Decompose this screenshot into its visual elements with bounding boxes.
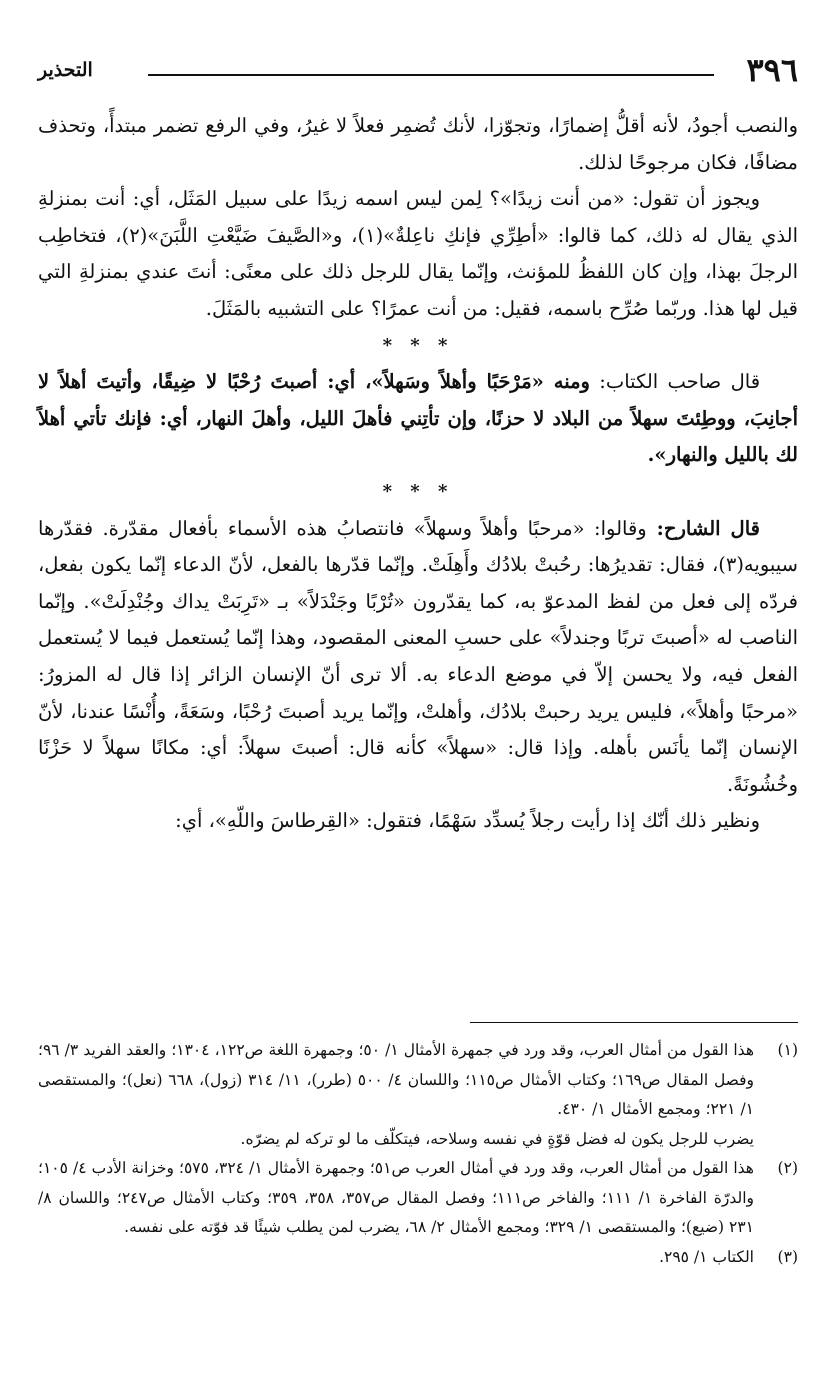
page-number: ٣٩٦ bbox=[746, 51, 798, 89]
footnote-rule bbox=[470, 1022, 798, 1023]
footnotes bbox=[38, 1036, 798, 1272]
footnote bbox=[38, 1243, 798, 1273]
commentator-lead: قال الشارح: bbox=[646, 516, 760, 540]
footnote-number: (١) bbox=[777, 1041, 798, 1059]
commentary-text: وقالوا: «مرحبًا وأهلاً وسهلاً» فانتصابُ هذه الأسماء بأفعال مقدّرة. فقدّرها سيبويه(٣)، فقال: تقديرُها: رحُبتْ بلادُك وأَهِلَتْ. وإنّما قدّرها بالفعل، لأنّ الدعاء إنّما يكون بفعل، فردّه إلى فعل من لفظ المدعوّ به، كما يقدّرون «تُرْبًا وجَنْدَلاً» بـ «تَرِبَتْ يداك وجُنْدِلَتْ». وإنّما الناصب له «أصبتَ تربًا وجندلاً» على حسبِ المعنى المقصود، وهذا إنّما يُستعمل فيما لا يُستعمل الفعل فيه، ولا يحسن إلاّ في موضع الدعاء به. ألا ترى أنّ الإنسان الزائر إذا قال له المزورُ: «مرحبًا وأهلاً»، فليس يريد رحبتْ بلادُك، وأهلتْ، وإنّما يريد أصبتَ رُحْبًا، وسَعَةً، وأُنْسًا عندنا، لأنّ الإنسان إنّما يأنَس بأهله. وإذا قال: «سهلاً» كأنه قال: أصبتَ سهلاً: أي: مكانًا سهلاً لا حَزْنًا وخُشُونَةً. bbox=[38, 516, 798, 796]
paragraph-5: ونظير ذلك أنّك إذا رأيت رجلاً يُسدِّد سَهْمًا، فتقول: «القِرطاسَ واللّهِ»، أي: bbox=[175, 809, 760, 833]
main-text bbox=[38, 108, 798, 840]
footnote bbox=[38, 1036, 798, 1125]
author-quote: ومنه «مَرْحَبًا وأهلاً وسَهلاً»، أي: أصبتَ رُحْبًا لا ضِيقًا، وأتيتَ أهلاً لا أجانِبَ، ووطِئتَ سهلاً من البلاد لا حزنًا، وإن تأتِني فأهلَ الليل، وأهلَ النهار، أي: فإنك تأتي أهلاً لك بالليل والنهار». bbox=[38, 370, 798, 467]
footnote-text: هذا القول من أمثال العرب، وقد ورد في أمثال العرب ص٥١؛ وجمهرة الأمثال ١/ ٣٢٤، ٥٧٥؛ وخزانة الأدب ٤/ ١٠٥؛ والدرّة الفاخرة ١/ ١١١؛ والفاخر ص١١١؛ وفصل المقال ص٣٥٧، ٣٥٨، ٣٥٩؛ وكتاب الأمثال ص٢٤٧؛ واللسان ٨/ ٢٣١ (ضيع)؛ والمستقصى ١/ ٣٢٩؛ ومجمع الأمثال ٢/ ٦٨، يضرب لمن يطلب شيئًا قد فوّته على نفسه. bbox=[38, 1159, 755, 1236]
footnote-text: هذا القول من أمثال العرب، وقد ورد في جمهرة الأمثال ١/ ٥٠؛ وجمهرة اللغة ص١٢٢، ١٣٠٤؛ والعقد الفريد ٣/ ٩٦؛ وفصل المقال ص١٦٩؛ وكتاب الأمثال ص١١٥؛ واللسان ٤/ ٥٠٠ (طرر)، ١١/ ٣١٤ (زول)، ٦٦٨ (نعل)؛ والمستقصى ١/ ٢٢١؛ ومجمع الأمثال ١/ ٤٣٠. bbox=[38, 1041, 755, 1118]
section-separator: * * * bbox=[382, 334, 454, 356]
footnote-note: يضرب للرجل يكون له فضل قوّةٍ في نفسه وسلاحه، فيتكلّف ما لو تركه لم يضرّه. bbox=[240, 1129, 754, 1148]
paragraph-2: ويجوز أن تقول: «من أنت زيدًا»؟ لِمن ليس اسمه زيدًا على سبيل المَثَل، أي: أنت بمنزلةِ الذي يقال له ذلك، كما قالوا: «أطِرِّي فإنكِ ناعِلةٌ»(١)، و«الصَّيفَ ضَيَّعْتِ اللَّبَنَ»(٢)، فتخاطِب الرجلَ بهذا، وإن كان اللفظُ للمؤنث، وإنّما يقال للرجل ذلك على معنًى: أنتَ عندي بمنزلةِ التي قيل لها هذا. وربّما صُرِّح باسمه، فقيل: من أنت عمرًا؟ على التشبيه بالمَثَلَ. bbox=[38, 187, 799, 320]
section-separator: * * * bbox=[382, 480, 454, 502]
paragraph-4 bbox=[38, 511, 798, 804]
page-header bbox=[38, 52, 798, 88]
paragraph-3 bbox=[38, 364, 798, 474]
footnote-text: الكتاب ١/ ٢٩٥. bbox=[659, 1247, 754, 1266]
header-rule bbox=[148, 74, 714, 76]
footnote bbox=[38, 1154, 798, 1243]
footnote-number: (٣) bbox=[777, 1247, 798, 1266]
author-lead: قال صاحب الكتاب: bbox=[589, 370, 761, 394]
running-title: التحذير bbox=[38, 59, 93, 81]
footnote-number: (٢) bbox=[777, 1159, 798, 1177]
paragraph-1: والنصب أجودُ، لأنه أقلُّ إضمارًا، وتجوّزا، لأنك تُضمِر فعلاً لا غيرُ، وفي الرفع تضمر مبتدأً، وتحذف مضافًا، فكان مرجوحًا لذلك. bbox=[38, 114, 798, 174]
